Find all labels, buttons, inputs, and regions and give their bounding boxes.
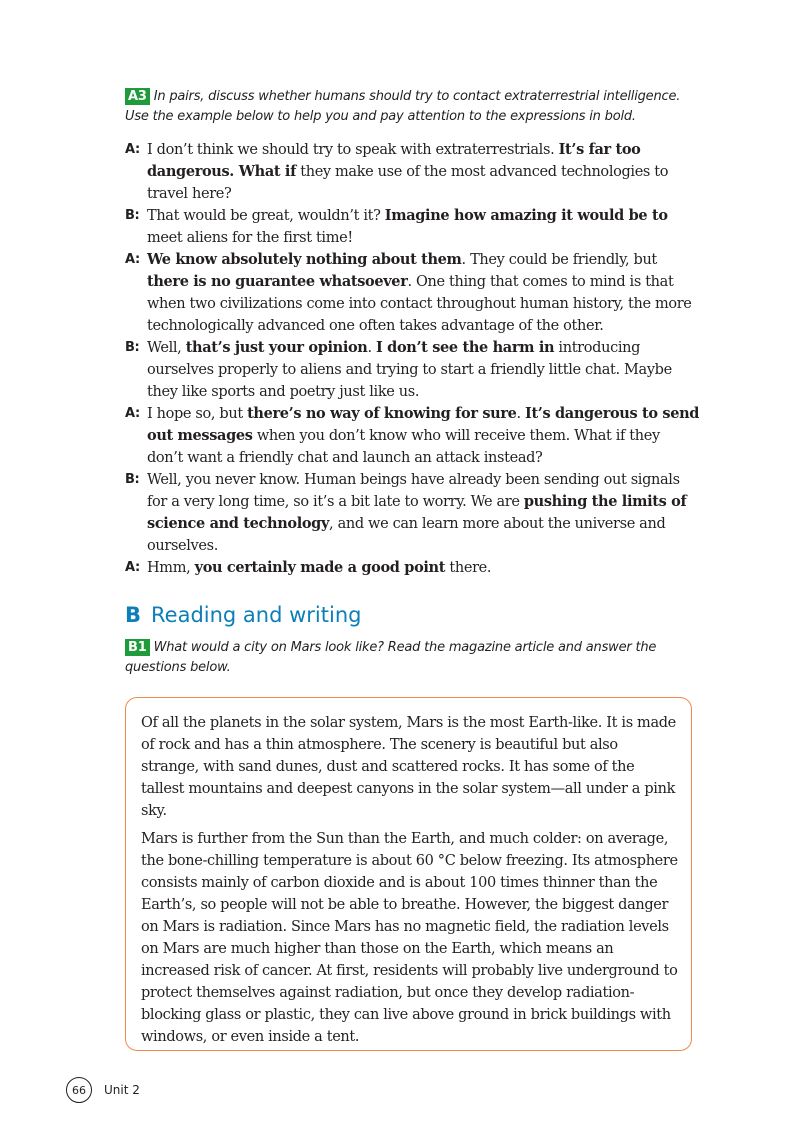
dialogue-turn	[125, 403, 700, 469]
article-box	[125, 697, 692, 1051]
utterance	[147, 403, 700, 469]
utterance-text: , and we can learn more about the universe and ourselves.	[147, 516, 666, 554]
dialogue-turn	[125, 557, 700, 579]
utterance-text: .	[367, 340, 377, 356]
dialogue	[125, 139, 700, 579]
utterance-text: . One thing that comes to mind is that when two civilizations come into contact throughout human history, the more technologically advanced one often takes advantage of the other.	[147, 274, 692, 334]
task-b1	[125, 638, 695, 678]
bold-expression: I don’t see the harm in	[376, 339, 555, 356]
dialogue-turn	[125, 139, 700, 205]
utterance	[147, 337, 700, 403]
bold-expression: Imagine how amazing it would be to	[384, 207, 668, 224]
speaker-label: A:	[125, 142, 140, 157]
bold-expression: there is no guarantee whatsoever	[147, 273, 408, 290]
dialogue-turn	[125, 249, 700, 337]
speaker-label: A:	[125, 406, 140, 421]
bold-expression: you certainly made a good point	[194, 559, 446, 576]
utterance	[147, 205, 700, 249]
utterance-text: introducing ourselves properly to aliens and trying to start a friendly little chat. Maybe they like sports and poetry just like us.	[147, 340, 672, 400]
utterance-text: there.	[445, 560, 492, 576]
speaker-label: A:	[125, 252, 140, 267]
page-footer	[66, 1077, 140, 1103]
bold-expression: pushing the limits of science and technology	[147, 493, 687, 532]
task-b1-instruction: What would a city on Mars look like? Read the magazine article and answer the questions below.	[125, 640, 657, 675]
task-a3-instruction: In pairs, discuss whether humans should try to contact extraterrestrial intelligence. Use the example below to help you and pay attention to the expressions in bold.	[125, 89, 681, 124]
speaker-label: A:	[125, 560, 140, 575]
utterance-text: .	[516, 406, 526, 422]
dialogue-turn	[125, 469, 700, 557]
task-label-a3: A3	[125, 88, 150, 105]
utterance	[147, 469, 700, 557]
section-letter: B	[125, 603, 142, 627]
speaker-label: B:	[125, 208, 140, 223]
utterance	[147, 139, 700, 205]
utterance-text: . They could be friendly, but	[461, 252, 657, 268]
task-a3	[125, 87, 695, 127]
utterance-text: they make use of the most advanced technologies to travel here?	[147, 164, 669, 202]
utterance-text: I hope so, but	[147, 406, 248, 422]
utterance	[147, 557, 700, 579]
section-heading	[125, 601, 361, 629]
utterance-text: meet aliens for the first time!	[147, 230, 353, 246]
dialogue-turn	[125, 205, 700, 249]
utterance-text: when you don’t know who will receive them. What if they don’t want a friendly chat and launch an attack instead?	[147, 428, 660, 466]
unit-label: Unit 2	[104, 1083, 140, 1097]
bold-expression: It’s dangerous to send out messages	[147, 405, 700, 444]
bold-expression: It’s far too dangerous. What if	[147, 141, 641, 180]
utterance-text: That would be great, wouldn’t it?	[147, 208, 385, 224]
utterance-text: Well,	[147, 340, 186, 356]
article-paragraph: Of all the planets in the solar system, Mars is the most Earth-like. It is made of rock and has a thin atmosphere. The scenery is beautiful but also strange, with sand dunes, dust and scattered rocks. It has some of the tallest mountains and deepest canyons in the solar system—all under a pink sky.	[141, 715, 676, 819]
bold-expression: that’s just your opinion	[185, 339, 368, 356]
section-title: Reading and writing	[151, 603, 362, 627]
task-label-b1: B1	[125, 639, 150, 656]
utterance	[147, 249, 700, 337]
utterance-text: I don’t think we should try to speak with extraterrestrials.	[147, 142, 559, 158]
utterance-text: Well, you never know. Human beings have already been sending out signals for a very long time, so it’s a bit late to worry. We are	[147, 472, 680, 510]
bold-expression: there’s no way of knowing for sure	[247, 405, 517, 422]
speaker-label: B:	[125, 472, 140, 487]
speaker-label: B:	[125, 340, 140, 355]
page-number: 66	[66, 1077, 92, 1103]
article-paragraph: Mars is further from the Sun than the Earth, and much colder: on average, the bone-chilling temperature is about 60 °C below freezing. Its atmosphere consists mainly of carbon dioxide and is about 100 times thinner than the Earth’s, so people will not be able to breathe. However, the biggest danger on Mars is radiation. Since Mars has no magnetic field, the radiation levels on Mars are much higher than those on the Earth, which means an increased risk of cancer. At first, residents will probably live underground to protect themselves against radiation, but once they develop radiation-blocking glass or plastic, they can live above ground in brick buildings with windows, or even inside a tent.	[141, 831, 678, 1045]
dialogue-turn	[125, 337, 700, 403]
bold-expression: We know absolutely nothing about them	[147, 251, 462, 268]
utterance-text: Hmm,	[147, 560, 195, 576]
